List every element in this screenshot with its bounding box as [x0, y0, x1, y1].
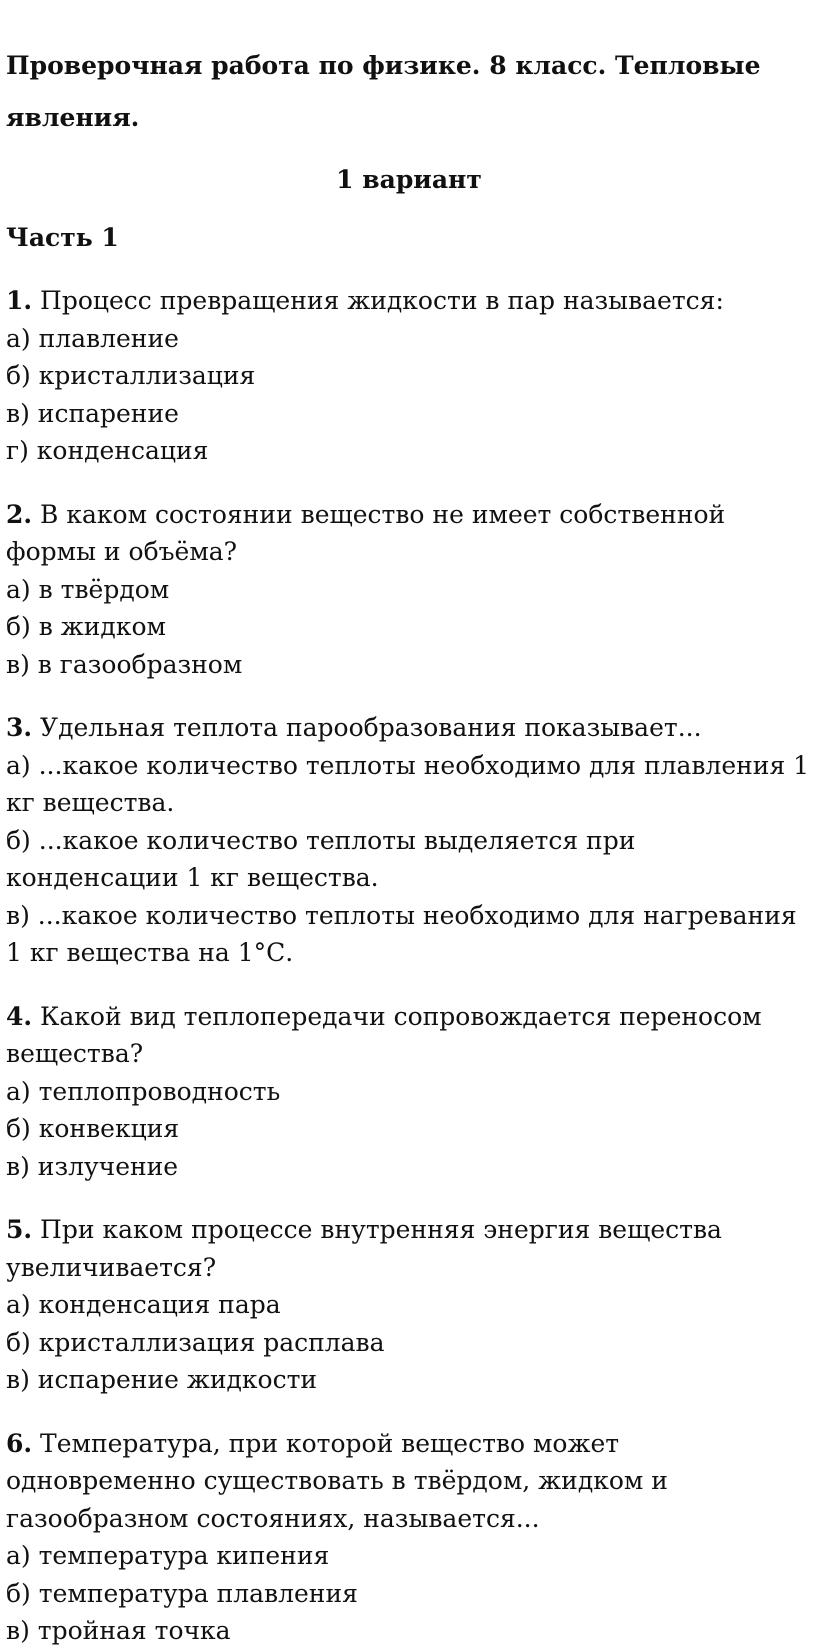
question-prompt: В каком состоянии вещество не имеет собственной формы и объёма?	[6, 499, 726, 566]
question-prompt: Какой вид теплопередачи сопровождается переносом вещества?	[6, 1001, 762, 1068]
question-2	[6, 496, 812, 684]
answer-option-a: а) ...какое количество теплоты необходимо для плавления 1 кг вещества.	[6, 750, 810, 817]
question-prompt: При каком процессе внутренняя энергия вещества увеличивается?	[6, 1215, 722, 1282]
answer-option-g: г) конденсация	[6, 436, 209, 465]
question-prompt: Температура, при которой вещество может одновременно существовать в твёрдом, жидком и газообразном состояниях, называется...	[6, 1428, 668, 1533]
answer-option-a: а) теплопроводность	[6, 1076, 281, 1106]
answer-option-b: б) кристаллизация расплава	[6, 1327, 385, 1357]
question-number: 4.	[6, 1001, 33, 1031]
question-number: 5.	[6, 1215, 33, 1244]
answer-option-a: а) плавление	[6, 323, 179, 353]
answer-option-v: в) в газообразном	[6, 649, 243, 679]
worksheet-page	[6, 40, 812, 1650]
answer-option-b: б) в жидком	[6, 612, 166, 641]
answer-option-v: в) испарение жидкости	[6, 1365, 318, 1394]
answer-option-v: в) ...какое количество теплоты необходимо для нагревания 1 кг вещества на 1°С.	[6, 900, 797, 967]
question-3	[6, 709, 812, 972]
question-5	[6, 1211, 812, 1399]
answer-option-b: б) ...какое количество теплоты выделяется при конденсации 1 кг вещества.	[6, 825, 636, 892]
question-4-text	[6, 998, 812, 1073]
question-1	[6, 282, 812, 470]
question-6	[6, 1425, 812, 1650]
answer-option-a: а) конденсация пара	[6, 1290, 281, 1319]
question-4	[6, 998, 812, 1186]
part-heading: Часть 1	[6, 223, 119, 252]
answer-option-b: б) конвекция	[6, 1114, 180, 1143]
question-5-text	[6, 1211, 812, 1286]
document-title: Проверочная работа по физике. 8 класс. Тепловые явления.	[6, 51, 761, 132]
question-3-text	[6, 709, 812, 747]
question-1-text	[6, 282, 812, 320]
question-number: 2.	[6, 499, 33, 529]
question-number: 1.	[6, 286, 33, 315]
question-6-text	[6, 1425, 812, 1538]
question-number: 3.	[6, 713, 33, 742]
variant-heading: 1 вариант	[336, 165, 482, 194]
question-2-text	[6, 496, 812, 571]
question-prompt: Удельная теплота парообразования показывает...	[32, 713, 702, 742]
answer-option-a: а) в твёрдом	[6, 574, 170, 604]
answer-option-b: б) кристаллизация	[6, 361, 256, 390]
question-number: 6.	[6, 1428, 33, 1458]
answer-option-v: в) испарение	[6, 398, 179, 428]
question-prompt: Процесс превращения жидкости в пар называется:	[32, 286, 724, 315]
answer-option-b: б) температура плавления	[6, 1578, 358, 1608]
answer-option-a: а) температура кипения	[6, 1541, 330, 1570]
answer-option-v: в) излучение	[6, 1151, 179, 1181]
answer-option-v: в) тройная точка	[6, 1616, 231, 1645]
